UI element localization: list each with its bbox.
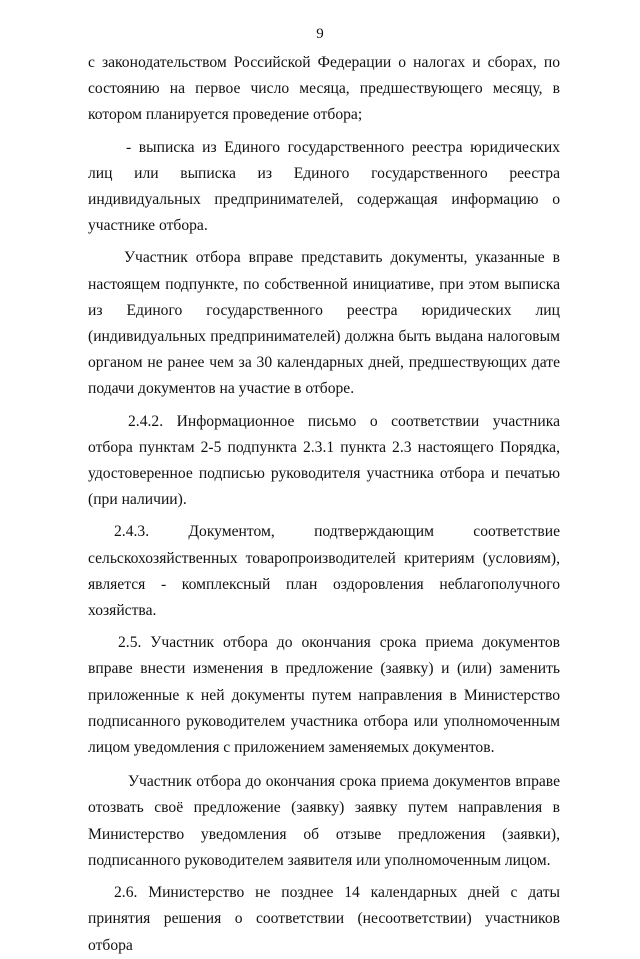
paragraph-8: 2.6. Министерство не позднее 14 календарных дней с даты принятия решения о соответствии (несоответствии) участников отбора: [88, 884, 560, 954]
page-number: 9: [316, 26, 324, 42]
paragraph-4: 2.4.2. Информационное письмо о соответствии участника отбора пунктам 2-5 подпункта 2.3.1 пункта 2.3 настоящего Порядка, удостоверенное подписью руководителя участника отбора и печатью (при наличии).: [88, 412, 560, 509]
paragraph-5: 2.4.3. Документом, подтверждающим соответствие сельскохозяйственных товаропроизводителей критериям (условиям), является - комплексный план оздоровления неблагополучного хозяйства.: [88, 523, 560, 620]
paragraph-6: 2.5. Участник отбора до окончания срока приема документов вправе внести изменения в предложение (заявку) и (или) заменить приложенные к ней документы путем направления в Министерство подписанного руководителем участника отбора или уполномоченным лицом уведомления с приложением заменяемых документов.: [88, 634, 560, 757]
paragraph-2: - выписка из Единого государственного реестра юридических лиц или выписка из Единого государственного реестра индивидуальных предпринимателей, содержащая информацию о участнике отбора.: [88, 138, 560, 235]
document-body: [88, 50, 560, 959]
paragraph-7: Участник отбора до окончания срока приема документов вправе отозвать своё предложение (заявку) заявку путем направления в Министерство уведомления об отзыве предложения (заявки), подписанного руководителем заявителя или уполномоченным лицом.: [88, 773, 560, 869]
paragraph-3: Участник отбора вправе представить документы, указанные в настоящем подпункте, по собственной инициативе, при этом выписка из Единого государственного реестра юридических лиц (индивидуальных предпринимателей) должна быть выдана налоговым органом не ранее чем за 30 календарных дней, предшествующих дате подачи документов на участие в отборе.: [88, 249, 560, 398]
paragraph-1: с законодательством Российской Федерации о налогах и сборах, по состоянию на первое число месяца, предшествующего месяцу, в котором планируется проведение отбора;: [88, 54, 560, 124]
